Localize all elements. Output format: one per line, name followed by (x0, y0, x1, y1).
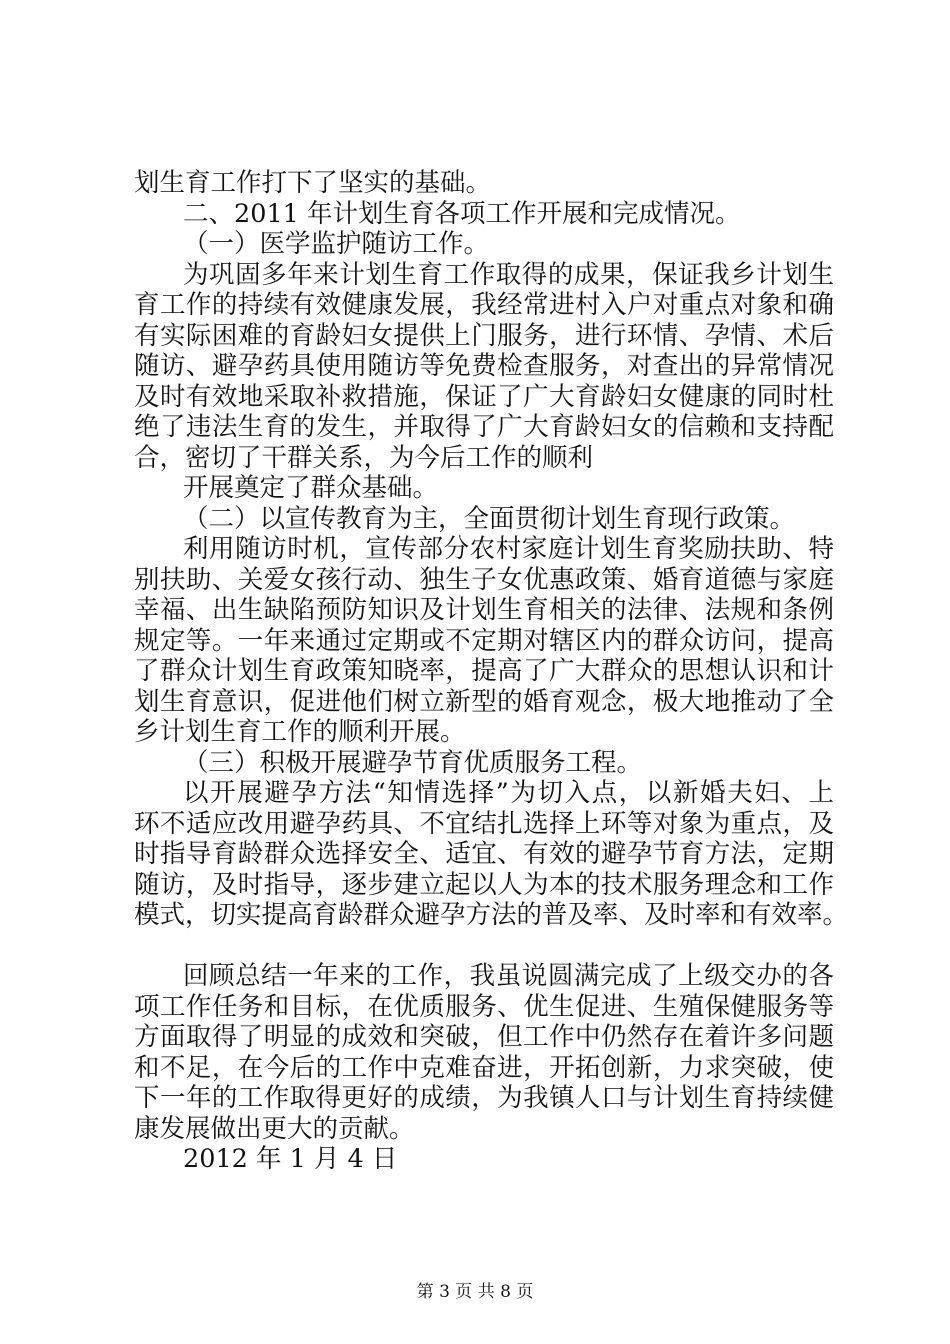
paragraph-line: 开展奠定了群众基础。 (183, 473, 439, 503)
paragraph-line: 随访、避孕药具使用随访等免费检查服务，对查出的异常情况 (134, 351, 834, 381)
paragraph-line: 合，密切了干群关系，为今后工作的顺利 (134, 442, 594, 473)
paragraph-line: 乡计划生育工作的顺利开展。 (134, 717, 466, 747)
paragraph-line: 环不适应改用避孕药具、不宜结扎选择上环等对象为重点，及 (134, 808, 834, 839)
paragraph-line: 康发展做出更大的贡献。 (134, 1113, 415, 1144)
paragraph-line: 方面取得了明显的成效和突破，但工作中仍然存在着许多问题 (134, 1022, 834, 1052)
subsection-heading: （三）积极开展避孕节育优质服务工程。 (183, 747, 643, 778)
paragraph-line: 时指导育龄群众选择安全、适宜、有效的避孕节育方法，定期 (134, 839, 834, 869)
paragraph-line: 回顾总结一年来的工作，我虽说圆满完成了上级交办的各 (183, 961, 834, 991)
subsection-heading: （一）医学监护随访工作。 (183, 229, 490, 259)
paragraph-line: 绝了违法生育的发生，并取得了广大育龄妇女的信赖和支持配 (134, 412, 834, 442)
paragraph-line: 为巩固多年来计划生育工作取得的成果，保证我乡计划生 (183, 259, 834, 290)
paragraph-line: 下一年的工作取得更好的成绩，为我镇人口与计划生育持续健 (134, 1083, 834, 1113)
paragraph-line: 划生育意识，促进他们树立新型的婚育观念，极大地推动了全 (134, 686, 834, 717)
paragraph-line: 规定等。一年来通过定期或不定期对辖区内的群众访问，提高 (134, 625, 834, 656)
text-line: 划生育工作打下了坚实的基础。 (134, 168, 492, 198)
paragraph-line: 及时有效地采取补救措施，保证了广大育龄妇女健康的同时杜 (134, 381, 834, 412)
paragraph-line: 了群众计划生育政策知晓率，提高了广大群众的思想认识和计 (134, 656, 834, 686)
paragraph-line: 模式，切实提高育龄群众避孕方法的普及率、及时率和有效率。 (134, 900, 849, 930)
page-number-footer: 第 3 页 共 8 页 (416, 1282, 534, 1302)
paragraph-line: 和不足，在今后的工作中克难奋进，开拓创新，力求突破，使 (134, 1052, 834, 1083)
paragraph-line: 育工作的持续有效健康发展，我经常进村入户对重点对象和确 (134, 290, 834, 320)
paragraph-line: 项工作任务和目标，在优质服务、优生促进、生殖保健服务等 (134, 991, 834, 1022)
subsection-heading: （二）以宣传教育为主，全面贯彻计划生育现行政策。 (183, 503, 796, 534)
document-date: 2012 年 1 月 4 日 (183, 1144, 398, 1174)
paragraph-line: 别扶助、关爱女孩行动、独生子女优惠政策、婚育道德与家庭 (134, 564, 834, 595)
document-body (134, 168, 849, 1175)
paragraph-line: 利用随访时机，宣传部分农村家庭计划生育奖励扶助、特 (183, 534, 834, 564)
paragraph-line: 有实际困难的育龄妇女提供上门服务，进行环情、孕情、术后 (134, 320, 834, 351)
paragraph-gap (134, 931, 834, 962)
paragraph-line: 以开展避孕方法“知情选择”为切入点，以新婚夫妇、上 (183, 778, 834, 808)
paragraph-line: 随访，及时指导，逐步建立起以人为本的技术服务理念和工作 (134, 869, 834, 900)
section-heading: 二、2011 年计划生育各项工作开展和完成情况。 (183, 198, 741, 229)
paragraph-line: 幸福、出生缺陷预防知识及计划生育相关的法律、法规和条例 (134, 595, 834, 625)
